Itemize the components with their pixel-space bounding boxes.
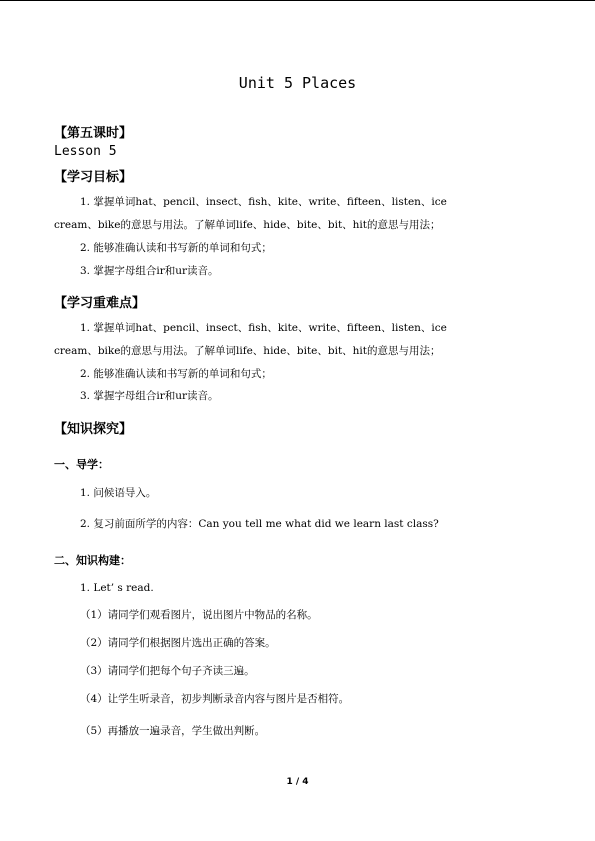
section2-heading: 二、知识构建：: [54, 554, 131, 567]
objectives-heading: 【学习目标】: [54, 170, 133, 185]
key-points-item3: 3. 掌握字母组合ir和ur读音。: [80, 390, 219, 402]
lesson-period-heading: 【第五课时】: [54, 126, 133, 141]
objectives-item2: 2. 能够准确认读和书写新的单词和句式；: [80, 242, 272, 254]
section1-item2: 2. 复习前面所学的内容：Can you tell me what did we learn last class?: [80, 518, 439, 530]
page-title: Unit 5 Places: [238, 74, 357, 92]
section2-step: （5）再播放一遍录音，学生做出判断。: [80, 725, 266, 737]
objectives-item3: 3. 掌握字母组合ir和ur读音。: [80, 265, 219, 277]
section2-step: （2）请同学们根据图片选出正确的答案。: [80, 637, 276, 649]
explore-heading: 【知识探究】: [54, 422, 133, 437]
section2-step: （3）请同学们把每个句子齐读三遍。: [80, 665, 255, 677]
key-points-item1-line2: cream、bike的意思与用法。了解单词life、hide、bite、bit、hit的意思与用法；: [54, 345, 441, 357]
section1-heading: 一、导学：: [54, 458, 109, 471]
lesson-label: Lesson 5: [54, 144, 117, 159]
section2-item1: 1. Let’ s read.: [80, 582, 154, 594]
section1-item1: 1. 问候语导入。: [80, 487, 157, 499]
section2-step: （4）让学生听录音，初步判断录音内容与图片是否相符。: [80, 693, 350, 705]
objectives-item1-line2: cream、bike的意思与用法。了解单词life、hide、bite、bit、hit的意思与用法；: [54, 219, 441, 231]
section2-step: （1）请同学们观看图片，说出图片中物品的名称。: [80, 609, 318, 621]
key-points-item1-line1: 1. 掌握单词hat、pencil、insect、fish、kite、write、fifteen、listen、ice: [80, 322, 447, 334]
key-points-heading: 【学习重难点】: [54, 296, 146, 311]
page-number: 1 / 4: [286, 777, 309, 787]
objectives-item1-line1: 1. 掌握单词hat、pencil、insect、fish、kite、write、fifteen、listen、ice: [80, 196, 447, 208]
top-border-line: [0, 0, 595, 1]
key-points-item2: 2. 能够准确认读和书写新的单词和句式；: [80, 368, 272, 380]
